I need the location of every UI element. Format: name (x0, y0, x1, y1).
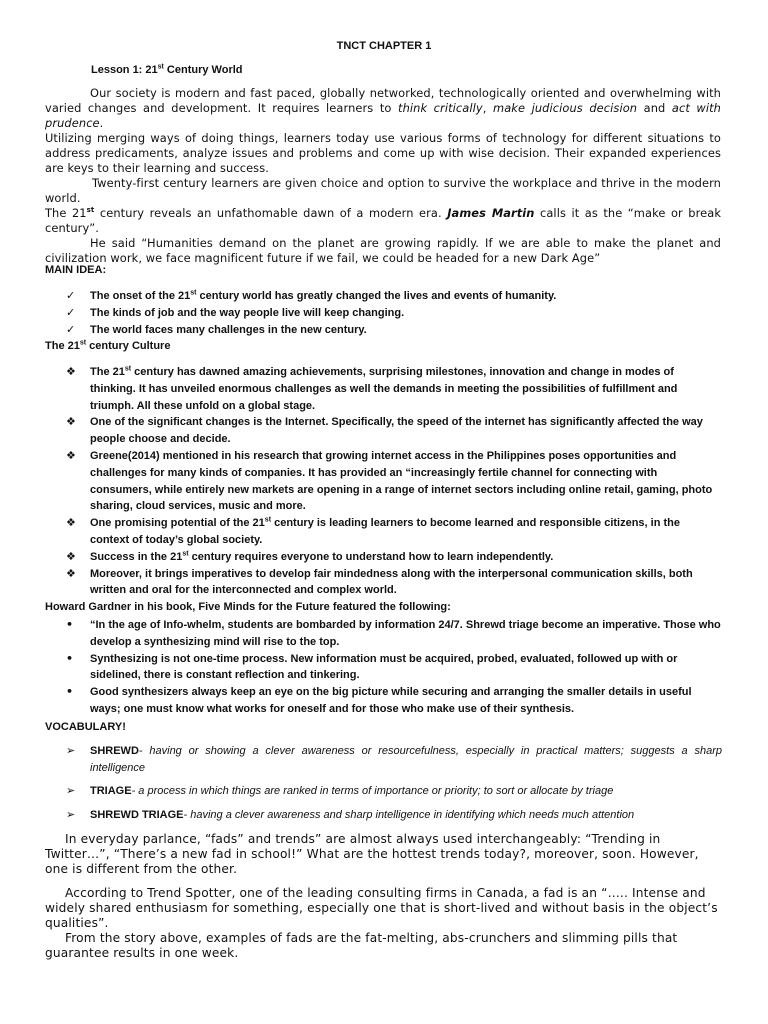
gardner-3: Good synthesizers always keep an eye on the big picture while securing and arranging the smaller details in useful ways; one must know what works for oneself and for those who make use of their synthesis. (90, 686, 692, 715)
intro-p1-emphasis-3: act with prudence (45, 101, 721, 130)
main-idea-list (66, 288, 722, 338)
culture-heading-sup: st (79, 339, 87, 347)
intro-p4-mid: century reveals an unfathomable dawn of a modern era. (94, 206, 448, 220)
intro-p4-name: James Martin (447, 206, 535, 220)
list-item (66, 617, 722, 651)
culture-1-sup: st (124, 365, 132, 373)
gardner-1: “In the age of Info-whelm, students are bombarded by information 24/7. Shrewd triage become an imperative. Those who develop a synthesizing mind will rise to the top. (90, 619, 721, 648)
gardner-list (66, 617, 722, 718)
intro-paragraph-4 (45, 206, 721, 236)
intro-p1-sep-1: , (482, 101, 493, 115)
intro-p1-emphasis-2: make judicious decision (493, 101, 638, 115)
culture-6: Moreover, it brings imperatives to develop fair mindedness along with the interpersonal communication skills, both written and oral for the interconnected and complex world. (90, 567, 693, 597)
vocabulary-heading: VOCABULARY! (45, 721, 126, 733)
culture-5-start: Success in the 21 (90, 550, 183, 563)
list-item (66, 515, 722, 549)
vocab-term-shrewd-triage: SHREWD TRIAGE (90, 808, 184, 821)
main-idea-1-end: century world has greatly changed the lives and events of humanity. (196, 290, 557, 302)
arrow-bullet-icon: ➢ (66, 784, 76, 797)
intro-p4-sup: st (86, 206, 95, 215)
diamond-bullet-icon: ❖ (66, 415, 76, 429)
list-item (66, 651, 722, 685)
vocab-term-triage: TRIAGE (90, 785, 132, 797)
bullet-icon: • (66, 618, 74, 631)
gardner-heading: Howard Gardner in his book, Five Minds for the Future featured the following: (45, 601, 451, 613)
page-title: TNCT CHAPTER 1 (336, 40, 432, 52)
checkmark-icon: ✓ (66, 305, 76, 319)
intro-section (45, 86, 721, 266)
outro-paragraph-2: According to Trend Spotter, one of the leading consulting firms in Canada, a fad is an “….. Intense and widely shared enthusiasm for something, especially one that is short-lived and without basis in the object’s qualities”. (45, 886, 718, 930)
vocab-def-shrewd-triage: - having a clever awareness and sharp intelligence in identifying which needs much attention (183, 808, 635, 821)
lesson-heading-sup: st (157, 63, 164, 71)
culture-4-sup: st (264, 516, 272, 524)
vocab-def-shrewd: - having or showing a clever awareness or resourcefulness, especially in practical matters; suggests a sharp intelligence (90, 745, 722, 774)
arrow-bullet-icon: ➢ (66, 744, 76, 757)
list-item (66, 305, 722, 322)
culture-1-end: century has dawned amazing achievements, surprising milestones, innovation and change in modes of thinking. It has unveiled enormous challenges as well the demands in meeting the possibilities of fulfillment and triumph. All these unfold on a global stage. (90, 366, 678, 412)
culture-5-end: century requires everyone to understand how to learn independently. (188, 550, 554, 563)
culture-5-sup: st (182, 550, 189, 558)
list-item (66, 288, 722, 305)
culture-heading (45, 340, 170, 352)
outro-paragraph-3: From the story above, examples of fads are the fat-melting, abs-crunchers and slimming pills that guarantee results in one week. (45, 930, 678, 960)
diamond-bullet-icon: ❖ (66, 549, 76, 563)
culture-2: One of the significant changes is the Internet. Specifically, the speed of the internet has significantly affected the way people choose and decide. (90, 416, 703, 446)
list-item (66, 414, 722, 448)
checkmark-icon: ✓ (66, 289, 76, 302)
list-item (66, 322, 722, 339)
culture-1-start: The 21 (90, 366, 125, 378)
lesson-heading (91, 64, 243, 76)
intro-p4-end: calls it as the “make or break century”. (45, 206, 722, 235)
vocabulary-list (66, 743, 722, 830)
main-idea-1-sup: st (190, 289, 197, 297)
intro-p1-sep-2: and (637, 101, 672, 115)
outro-section (45, 832, 725, 960)
vocab-term-shrewd: SHREWD (90, 745, 139, 757)
main-idea-1-start: The onset of the 21 (90, 290, 191, 302)
list-item (66, 807, 722, 824)
diamond-bullet-icon: ❖ (66, 448, 76, 462)
culture-list (66, 364, 722, 599)
lesson-heading-prefix: Lesson 1: 21 (91, 64, 158, 76)
gardner-2: Synthesizing is not one-time process. New information must be acquired, probed, evaluated, followed up with or sidelined, there is constant reflection and tinkering. (90, 652, 678, 682)
list-item (66, 448, 722, 515)
outro-paragraph-1: In everyday parlance, “fads” and trends” are almost always used interchangeably: “Trending in Twitter…”, “There’s a new fad in school!” What are the hottest trends today?, moreover, soon. However, one is different from the other. (45, 832, 699, 876)
bullet-icon: • (66, 685, 74, 699)
intro-p1-end: . (99, 116, 104, 130)
intro-paragraph-1 (45, 86, 721, 131)
main-idea-3: The world faces many challenges in the new century. (90, 323, 367, 336)
bullet-icon: • (66, 651, 74, 665)
intro-p1-text: Our society is modern and fast paced, globally networked, technologically oriented and overwhelming with varied changes and development. It requires learners to (45, 86, 721, 115)
culture-3: Greene(2014) mentioned in his research that growing internet access in the Philippines poses opportunities and challenges for many kinds of companies. It has provided an “increasingly fertile channel for connecting with consumers, while entirely new markets are opening in a range of internet sectors including online retail, gaming, photo sharing, cloud services, music and more. (90, 449, 713, 513)
lesson-heading-suffix: Century World (163, 64, 243, 76)
list-item (66, 566, 722, 600)
intro-paragraph-2: Utilizing merging ways of doing things, learners today use various forms of technology for different situations to address predicaments, analyze issues and problems and come up with wise decision. Their expanded experiences are keys to their learning and success. (45, 131, 721, 175)
diamond-bullet-icon: ❖ (66, 566, 76, 580)
list-item (66, 364, 722, 414)
main-idea-heading: MAIN IDEA: (45, 264, 107, 276)
list-item (66, 549, 722, 566)
checkmark-icon: ✓ (66, 322, 76, 336)
intro-paragraph-5: He said “Humanities demand on the planet are growing rapidly. If we are able to make the planet and civilization work, we face magnificent future if we fail, we could be headed for a new Dark Age” (45, 236, 721, 265)
culture-heading-start: The 21 (45, 340, 80, 352)
culture-heading-end: century Culture (86, 340, 171, 352)
intro-paragraph-3: Twenty-first century learners are given choice and option to survive the workplace and thrive in the modern world. (45, 176, 721, 205)
list-item (66, 783, 722, 800)
main-idea-2: The kinds of job and the way people live will keep changing. (90, 306, 405, 319)
intro-p4-start: The 21 (45, 206, 87, 220)
list-item (66, 684, 722, 718)
culture-4-start: One promising potential of the 21 (90, 517, 265, 530)
diamond-bullet-icon: ❖ (66, 365, 76, 378)
intro-p1-emphasis-1: think critically (398, 101, 483, 115)
vocab-def-triage: - a process in which things are ranked in terms of importance or priority; to sort or allocate by triage (131, 785, 614, 797)
arrow-bullet-icon: ➢ (66, 807, 76, 821)
list-item (66, 743, 722, 776)
diamond-bullet-icon: ❖ (66, 516, 76, 530)
culture-4-end: century is leading learners to become learned and responsible citizens, in the context of today’s global society. (90, 517, 680, 546)
